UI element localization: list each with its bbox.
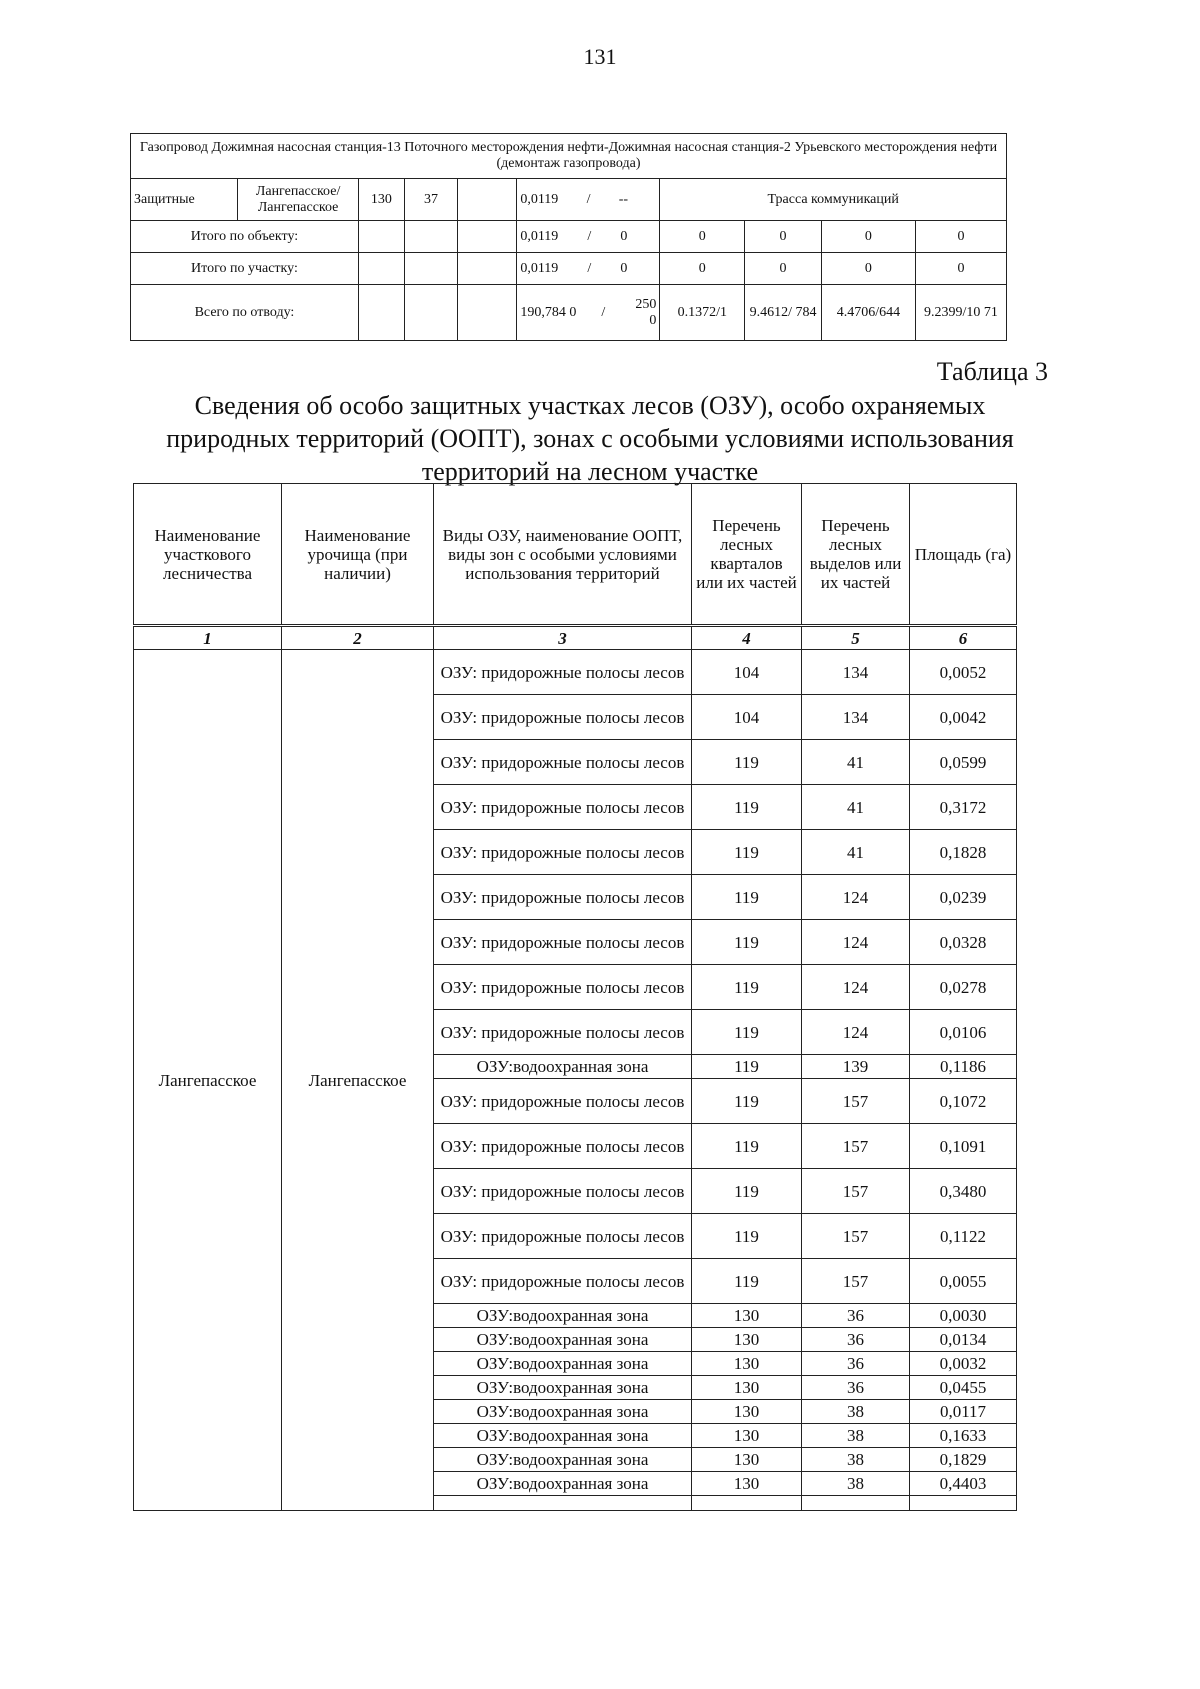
value-cell: 0 [745,253,822,285]
slash-separator: / [587,260,592,276]
ozu-table [133,483,1017,1511]
empty-cell [358,221,404,253]
area-cell: 0,0106 [910,1010,1017,1055]
ozu-kind-cell: ОЗУ: придорожные полосы лесов [434,1169,692,1214]
column-number: 1 [134,626,282,650]
quarter-cell: 104 [692,650,802,695]
value-cell: 0 [915,221,1006,253]
ozu-kind-cell: ОЗУ:водоохранная зона [434,1400,692,1424]
tract-cell: Лангепасское [282,650,434,1511]
area-cell: 0,0455 [910,1376,1017,1400]
area-cell: 0,3480 [910,1169,1017,1214]
area-cell: 0,0278 [910,965,1017,1010]
area-cell: 0,1072 [910,1079,1017,1124]
empty-cell [458,285,517,341]
quarter-cell: 119 [692,1055,802,1079]
page-number: 131 [583,44,617,69]
section-cell: 124 [802,965,910,1010]
value-cell: 9.2399/10 71 [915,285,1006,341]
table-title: Сведения об особо защитных участках лесов (ОЗУ), особо охраняемых природных территорий (ООПТ), зонах с особыми условиями использования территорий на лесном участке [166,391,1014,486]
section-cell: 38 [802,1424,910,1448]
quarter-cell: 119 [692,875,802,920]
quarter-cell: 119 [692,1124,802,1169]
section-cell: 36 [802,1304,910,1328]
ozu-kind-cell: ОЗУ: придорожные полосы лесов [434,875,692,920]
area-cell: 0,0239 [910,875,1017,920]
section-cell: 38 [802,1472,910,1496]
column-number: 6 [910,626,1017,650]
slash-separator: / [586,191,591,207]
pipeline-caption: Газопровод Дожимная насосная станция-13 Поточного месторождения нефти-Дожимная насосная станция-2 Урьевского месторождения нефти (демонтаж газопровода) [131,134,1007,179]
section-cell: 157 [802,1259,910,1304]
empty-cell [458,221,517,253]
column-number: 3 [434,626,692,650]
section-cell: 134 [802,695,910,740]
ozu-kind-cell: ОЗУ:водоохранная зона [434,1328,692,1352]
value-cell: 0 [915,253,1006,285]
slash-separator: / [601,304,606,320]
quarter-cell: 119 [692,830,802,875]
value-cell: 0 [821,221,915,253]
ozu-kind-cell: ОЗУ: придорожные полосы лесов [434,920,692,965]
value-cell: 9.4612/ 784 [745,285,822,341]
quarter-cell: 119 [692,1214,802,1259]
area-cell: 0,1186 [910,1055,1017,1079]
column-number: 4 [692,626,802,650]
area-cell: 0,0030 [910,1304,1017,1328]
ozu-kind-cell: ОЗУ: придорожные полосы лесов [434,740,692,785]
forestry-cell: Лангепасское/ Лангепасское [238,179,359,221]
section-cell: 124 [802,1010,910,1055]
area-a: 190,784 0 [520,304,577,320]
quarter-cell: 130 [692,1352,802,1376]
section-cell: 41 [802,785,910,830]
section-cell: 37 [404,179,457,221]
table-row [134,650,1017,695]
area-cell [517,221,660,253]
area-b: 0 [620,228,628,244]
empty-cell [458,179,517,221]
empty-cell [404,221,457,253]
area-a: 0,0119 [520,228,559,244]
section-cell: 134 [802,650,910,695]
empty-cell [458,253,517,285]
value-cell: 0 [660,221,745,253]
area-cell: 0,1633 [910,1424,1017,1448]
area-b: -- [618,191,629,207]
area-cell [517,285,660,341]
quarter-cell: 119 [692,785,802,830]
section-cell: 124 [802,920,910,965]
empty-cell [404,253,457,285]
empty-cell [802,1496,910,1511]
value-cell: 0 [660,253,745,285]
section-cell: 124 [802,875,910,920]
empty-cell [910,1496,1017,1511]
section-cell: 36 [802,1328,910,1352]
value-cell: 0 [745,221,822,253]
area-cell: 0,1091 [910,1124,1017,1169]
area-cell: 0,0328 [910,920,1017,965]
column-header: Перечень лесных кварталов или их частей [692,484,802,626]
area-cell: 0,3172 [910,785,1017,830]
area-cell [517,253,660,285]
section-cell: 139 [802,1055,910,1079]
header-row [134,484,1017,626]
empty-cell [692,1496,802,1511]
column-header: Перечень лесных выделов или их частей [802,484,910,626]
section-cell: 157 [802,1214,910,1259]
value-cell: 0 [821,253,915,285]
ozu-kind-cell: ОЗУ:водоохранная зона [434,1424,692,1448]
quarter-cell: 130 [692,1448,802,1472]
object-total-row [131,221,1007,253]
area-a: 0,0119 [520,191,559,207]
allotment-total-row [131,285,1007,341]
section-cell: 157 [802,1079,910,1124]
quarter-cell: 130 [692,1472,802,1496]
ozu-kind-cell: ОЗУ: придорожные полосы лесов [434,830,692,875]
column-header: Наименование урочища (при наличии) [282,484,434,626]
quarter-cell: 119 [692,1259,802,1304]
section-cell: 36 [802,1376,910,1400]
quarter-cell: 130 [358,179,404,221]
area-cell: 0,0599 [910,740,1017,785]
section-cell: 41 [802,740,910,785]
empty-cell [434,1496,692,1511]
object-total-label: Итого по объекту: [131,221,359,253]
area-cell: 0,1829 [910,1448,1017,1472]
empty-cell [358,253,404,285]
ozu-kind-cell: ОЗУ: придорожные полосы лесов [434,1010,692,1055]
plot-total-row [131,253,1007,285]
quarter-cell: 119 [692,1010,802,1055]
category-cell: Защитные [131,179,238,221]
quarter-cell: 119 [692,1079,802,1124]
quarter-cell: 130 [692,1304,802,1328]
quarter-cell: 130 [692,1328,802,1352]
purpose-cell: Трасса коммуникаций [660,179,1007,221]
ozu-kind-cell: ОЗУ: придорожные полосы лесов [434,1124,692,1169]
forestry-cell: Лангепасское [134,650,282,1511]
section-cell: 38 [802,1400,910,1424]
section-cell: 38 [802,1448,910,1472]
area-b: 250 0 [635,296,657,328]
ozu-kind-cell: ОЗУ:водоохранная зона [434,1055,692,1079]
section-cell: 157 [802,1169,910,1214]
empty-cell [358,285,404,341]
area-cell: 0,0052 [910,650,1017,695]
quarter-cell: 119 [692,965,802,1010]
area-cell: 0,1828 [910,830,1017,875]
column-header: Площадь (га) [910,484,1017,626]
quarter-cell: 130 [692,1376,802,1400]
section-cell: 41 [802,830,910,875]
ozu-kind-cell: ОЗУ:водоохранная зона [434,1352,692,1376]
quarter-cell: 119 [692,1169,802,1214]
area-b: 0 [620,260,628,276]
quarter-cell: 130 [692,1400,802,1424]
ozu-kind-cell: ОЗУ: придорожные полосы лесов [434,1214,692,1259]
ozu-kind-cell: ОЗУ:водоохранная зона [434,1376,692,1400]
section-cell: 157 [802,1124,910,1169]
area-cell [517,179,660,221]
column-number: 2 [282,626,434,650]
protective-row [131,179,1007,221]
column-header: Наименование участкового лесничества [134,484,282,626]
ozu-kind-cell: ОЗУ: придорожные полосы лесов [434,650,692,695]
area-cell: 0,0055 [910,1259,1017,1304]
quarter-cell: 104 [692,695,802,740]
area-cell: 0,0042 [910,695,1017,740]
column-number-row [134,626,1017,650]
table-label: Таблица 3 [936,357,1048,386]
quarter-cell: 119 [692,920,802,965]
ozu-kind-cell: ОЗУ:водоохранная зона [434,1304,692,1328]
area-cell: 0,0032 [910,1352,1017,1376]
area-cell: 0,4403 [910,1472,1017,1496]
allotment-total-label: Всего по отводу: [131,285,359,341]
area-a: 0,0119 [520,260,559,276]
area-cell: 0,1122 [910,1214,1017,1259]
quarter-cell: 119 [692,740,802,785]
value-cell: 0.1372/1 [660,285,745,341]
area-cell: 0,0134 [910,1328,1017,1352]
ozu-kind-cell: ОЗУ: придорожные полосы лесов [434,785,692,830]
plot-total-label: Итого по участку: [131,253,359,285]
ozu-kind-cell: ОЗУ:водоохранная зона [434,1448,692,1472]
slash-separator: / [587,228,592,244]
ozu-kind-cell: ОЗУ: придорожные полосы лесов [434,695,692,740]
ozu-kind-cell: ОЗУ: придорожные полосы лесов [434,965,692,1010]
allotment-table [130,133,1007,341]
column-header: Виды ОЗУ, наименование ООПТ, виды зон с особыми условиями использования территорий [434,484,692,626]
quarter-cell: 130 [692,1424,802,1448]
ozu-kind-cell: ОЗУ:водоохранная зона [434,1472,692,1496]
empty-cell [404,285,457,341]
section-cell: 36 [802,1352,910,1376]
area-cell: 0,0117 [910,1400,1017,1424]
ozu-kind-cell: ОЗУ: придорожные полосы лесов [434,1079,692,1124]
ozu-kind-cell: ОЗУ: придорожные полосы лесов [434,1259,692,1304]
value-cell: 4.4706/644 [821,285,915,341]
column-number: 5 [802,626,910,650]
